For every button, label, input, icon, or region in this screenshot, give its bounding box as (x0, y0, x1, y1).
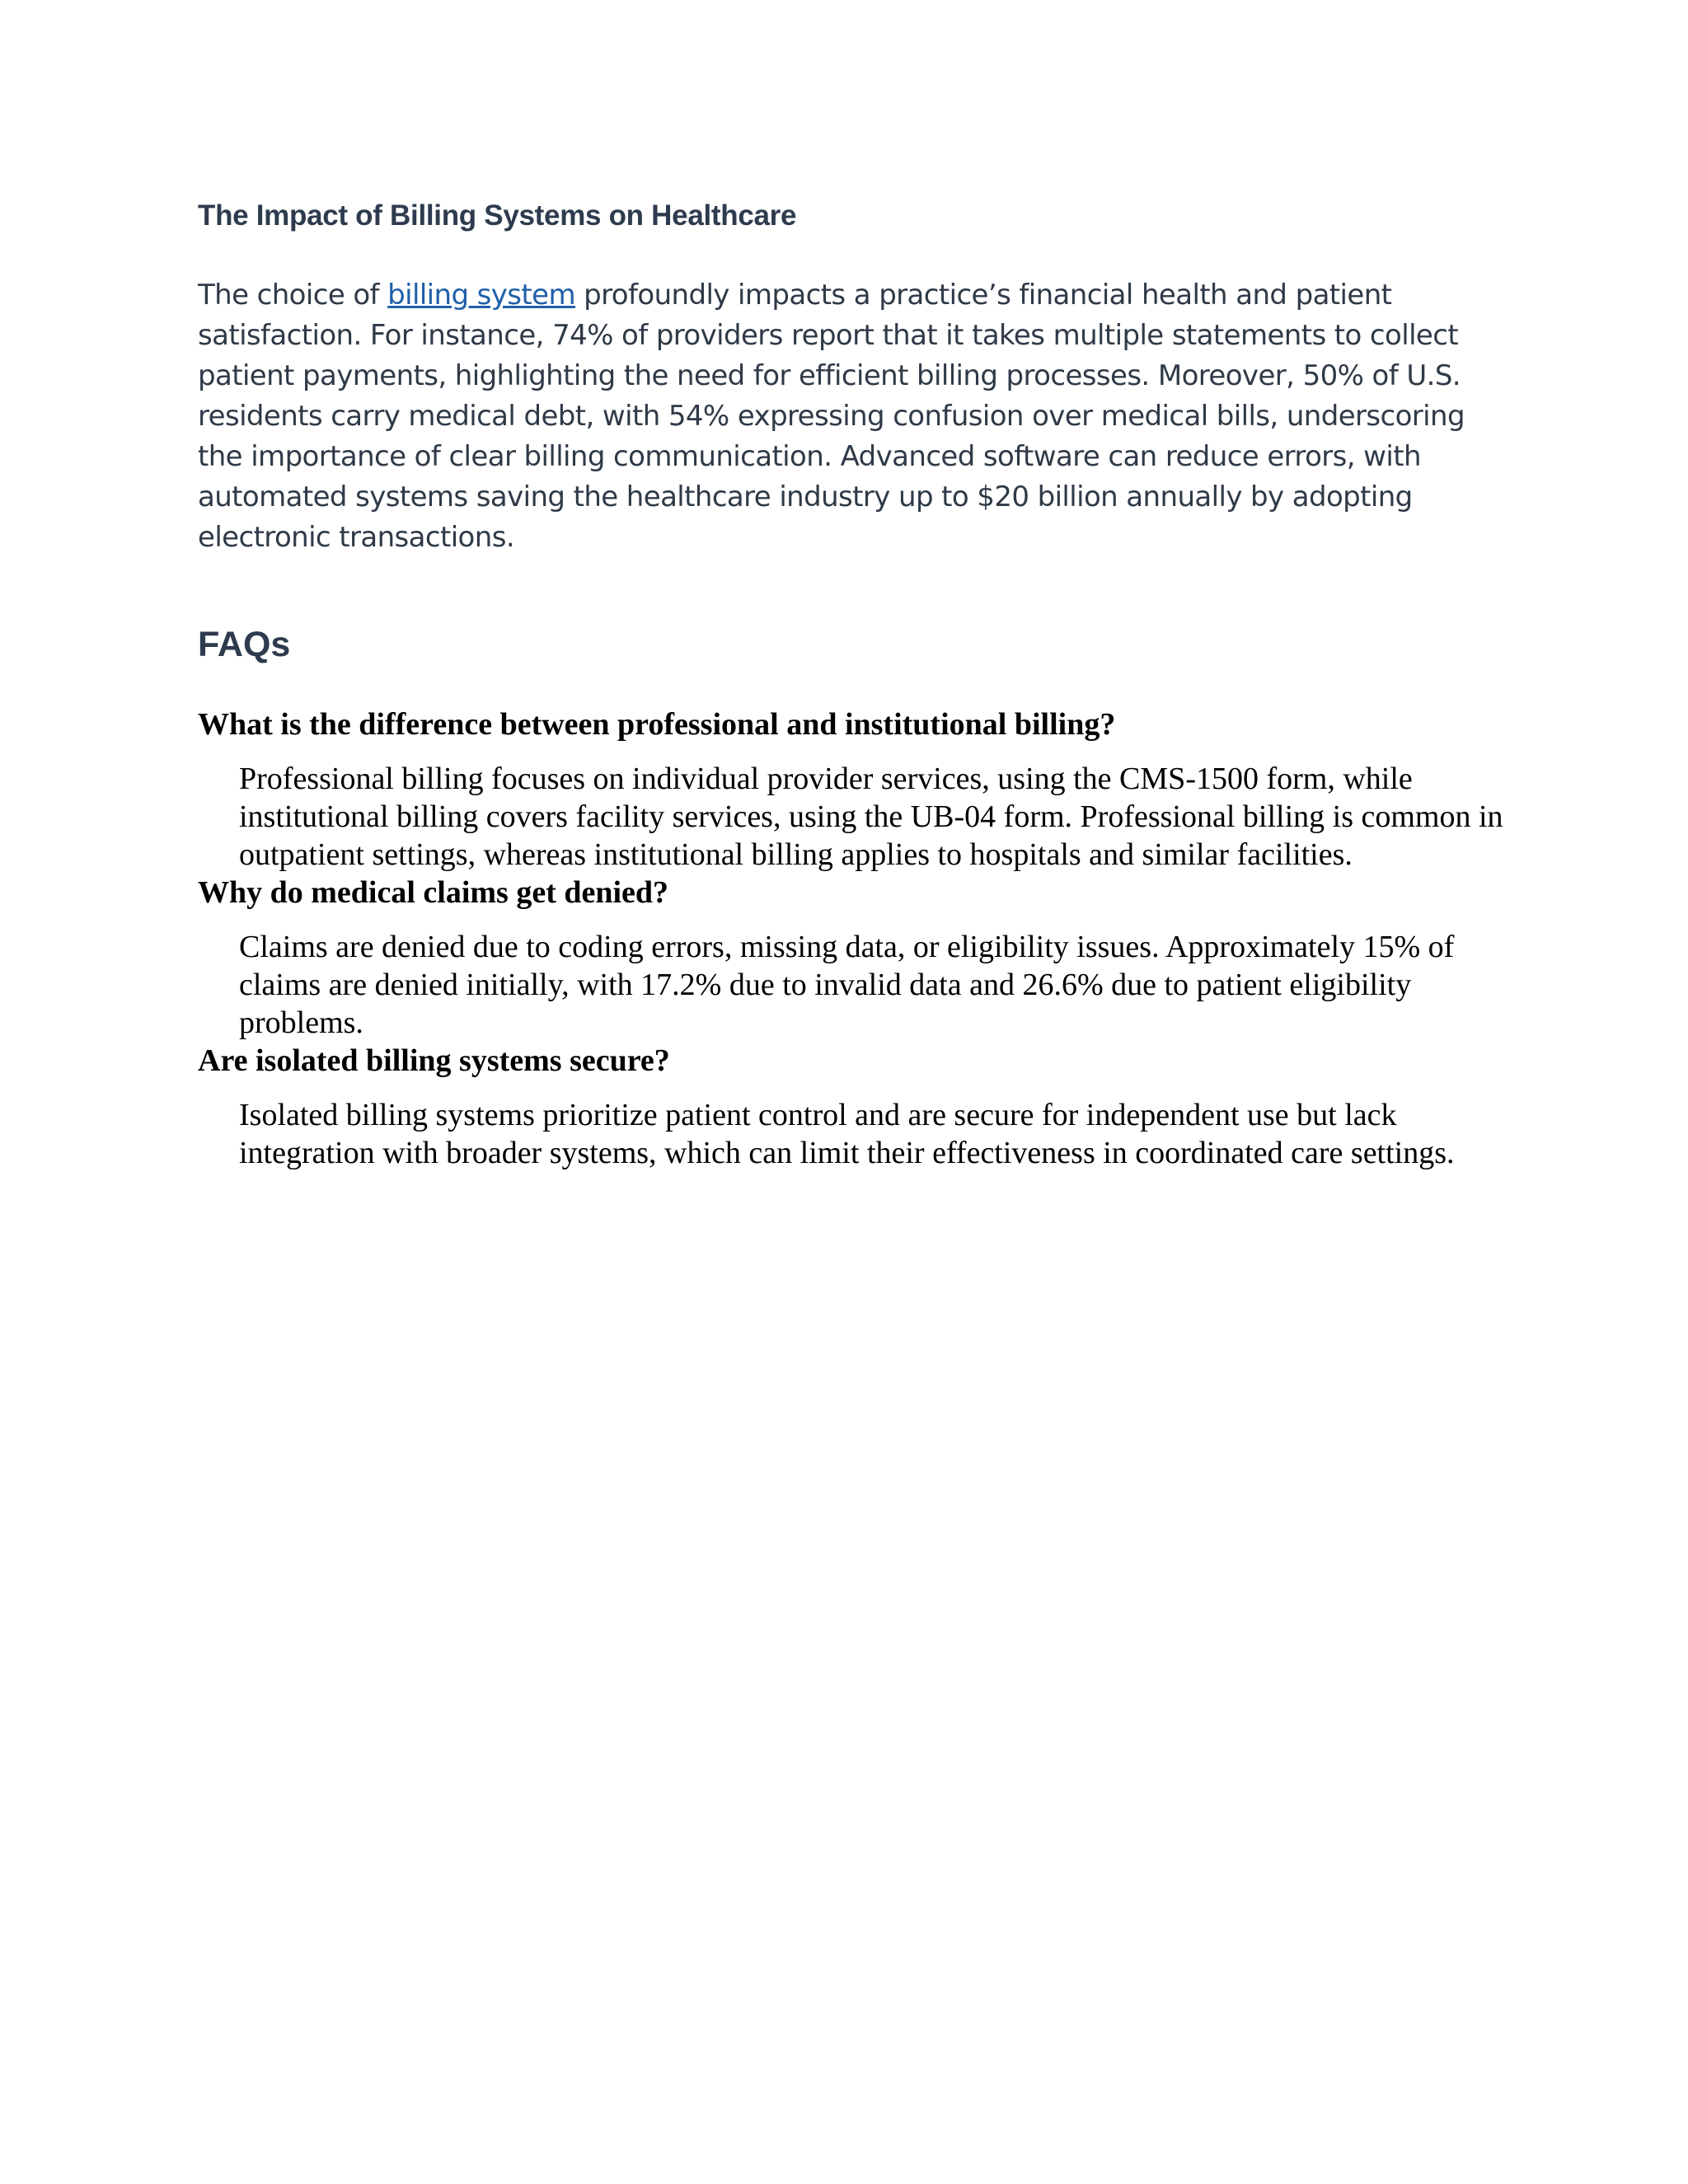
intro-text-start: The choice of (198, 279, 388, 312)
billing-system-link[interactable]: billing system (387, 279, 575, 312)
faq-question: Why do medical claims get denied? (198, 875, 669, 910)
faq-answer: Isolated billing systems prioritize patient control and are secure for independent use but lack integration with broader systems, which can limit their effectiveness in coordinated care settings. (239, 1098, 1455, 1170)
faq-question: Are isolated billing systems secure? (198, 1043, 670, 1078)
faq-answer: Claims are denied due to coding errors, missing data, or eligibility issues. Approximately 15% of claims are denied initially, with 17.2% due to invalid data and 26.6% due to patient eligibility problems. (239, 930, 1455, 1040)
faq-item (198, 1042, 1508, 1172)
faq-item (198, 705, 1508, 874)
intro-paragraph (198, 275, 1484, 558)
intro-text-rest: profoundly impacts a practice’s financial health and patient satisfaction. For instance, 74% of providers report that it takes multiple statements to collect patient payments, highlighting the need for efficient billing processes. Moreover, 50% of U.S. residents carry medical debt, with 54% expressing confusion over medical bills, underscoring the importance of clear billing communication. Advanced software can reduce errors, with automated systems saving the healthcare industry up to $20 billion annually by adopting electronic transactions. (198, 279, 1465, 554)
faq-question: What is the difference between professional and institutional billing? (198, 707, 1116, 742)
section-title: The Impact of Billing Systems on Healthcare (198, 199, 797, 232)
faq-list (198, 705, 1508, 1172)
faq-answer: Professional billing focuses on individual provider services, using the CMS-1500 form, while institutional billing covers facility services, using the UB-04 form. Professional billing is common in outpatient settings, whereas institutional billing applies to hospitals and similar facilities. (239, 762, 1503, 872)
faq-heading: FAQs (198, 625, 291, 664)
faq-item (198, 874, 1508, 1042)
